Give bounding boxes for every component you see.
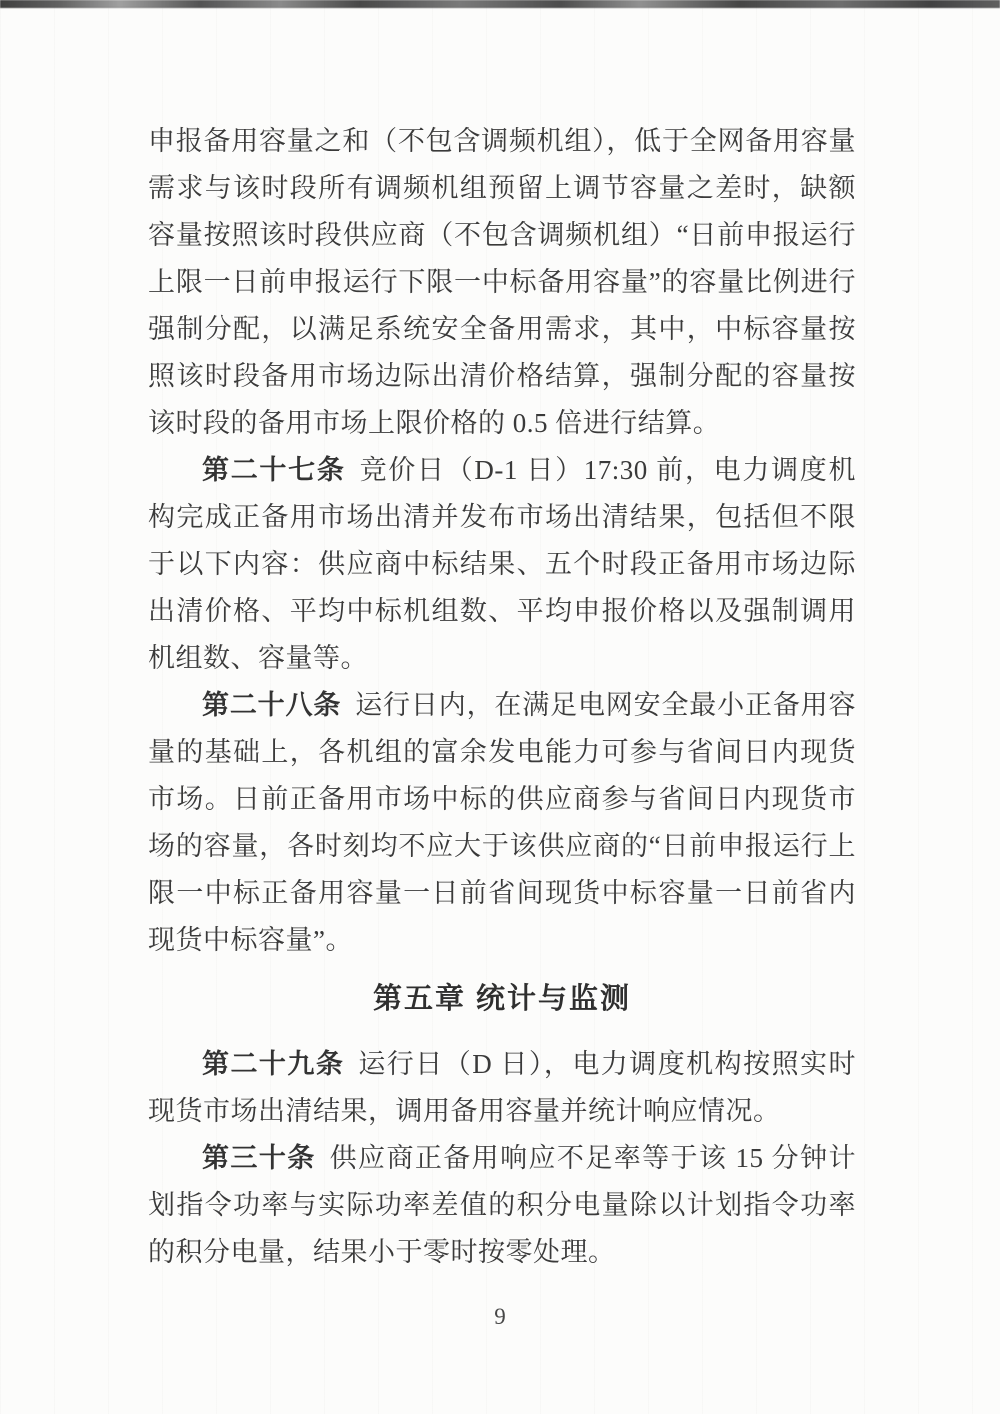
page-number: 9 <box>494 1304 506 1329</box>
continued-paragraph <box>148 118 856 447</box>
article-paragraph <box>148 1041 856 1135</box>
document-content <box>148 118 856 1276</box>
paragraph-text: 申报备用容量之和（不包含调频机组），低于全网备用容量需求与该时段所有调频机组预留上调节容量之差时，缺额容量按照该时段供应商（不包含调频机组）“日前申报运行上限一日前申报运行下限一中标备用容量”的容量比例进行强制分配，以满足系统安全备用需求，其中，中标容量按照该时段备用市场边际出清价格结算，强制分配的容量按该时段的备用市场上限价格的 0.5 倍进行结算。 <box>148 126 856 438</box>
article-number-label: 第二十八条 <box>202 690 342 720</box>
article-number-label: 第二十七条 <box>202 455 346 485</box>
paragraph-text: 运行日内，在满足电网安全最小正备用容量的基础上，各机组的富余发电能力可参与省间日内现货市场。日前正备用市场中标的供应商参与省间日内现货市场的容量，各时刻均不应大于该供应商的“日前申报运行上限一中标正备用容量一日前省间现货中标容量一日前省内现货中标容量”。 <box>148 690 857 955</box>
article-number-label: 第二十九条 <box>202 1049 345 1079</box>
paragraph-text: 运行日（D 日），电力调度机构按照实时现货市场出清结果，调用备用容量并统计响应情况。 <box>148 1049 857 1126</box>
scan-artifact-top-edge <box>0 0 1000 8</box>
chapter-heading: 第五章 统计与监测 <box>372 983 632 1015</box>
article-paragraph <box>148 1135 856 1276</box>
article-paragraph <box>148 682 856 964</box>
article-paragraph <box>148 447 856 682</box>
paragraph-text: 供应商正备用响应不足率等于该 15 分钟计划指令功率与实际功率差值的积分电量除以计划指令功率的积分电量，结果小于零时按零处理。 <box>148 1143 857 1267</box>
paragraph-text: 竞价日（D-1 日）17:30 前，电力调度机构完成正备用市场出清并发布市场出清结果，包括但不限于以下内容：供应商中标结果、五个时段正备用市场边际出清价格、平均中标机组数、平均申报价格以及强制调用机组数、容量等。 <box>148 455 857 673</box>
article-number-label: 第三十条 <box>202 1143 316 1173</box>
